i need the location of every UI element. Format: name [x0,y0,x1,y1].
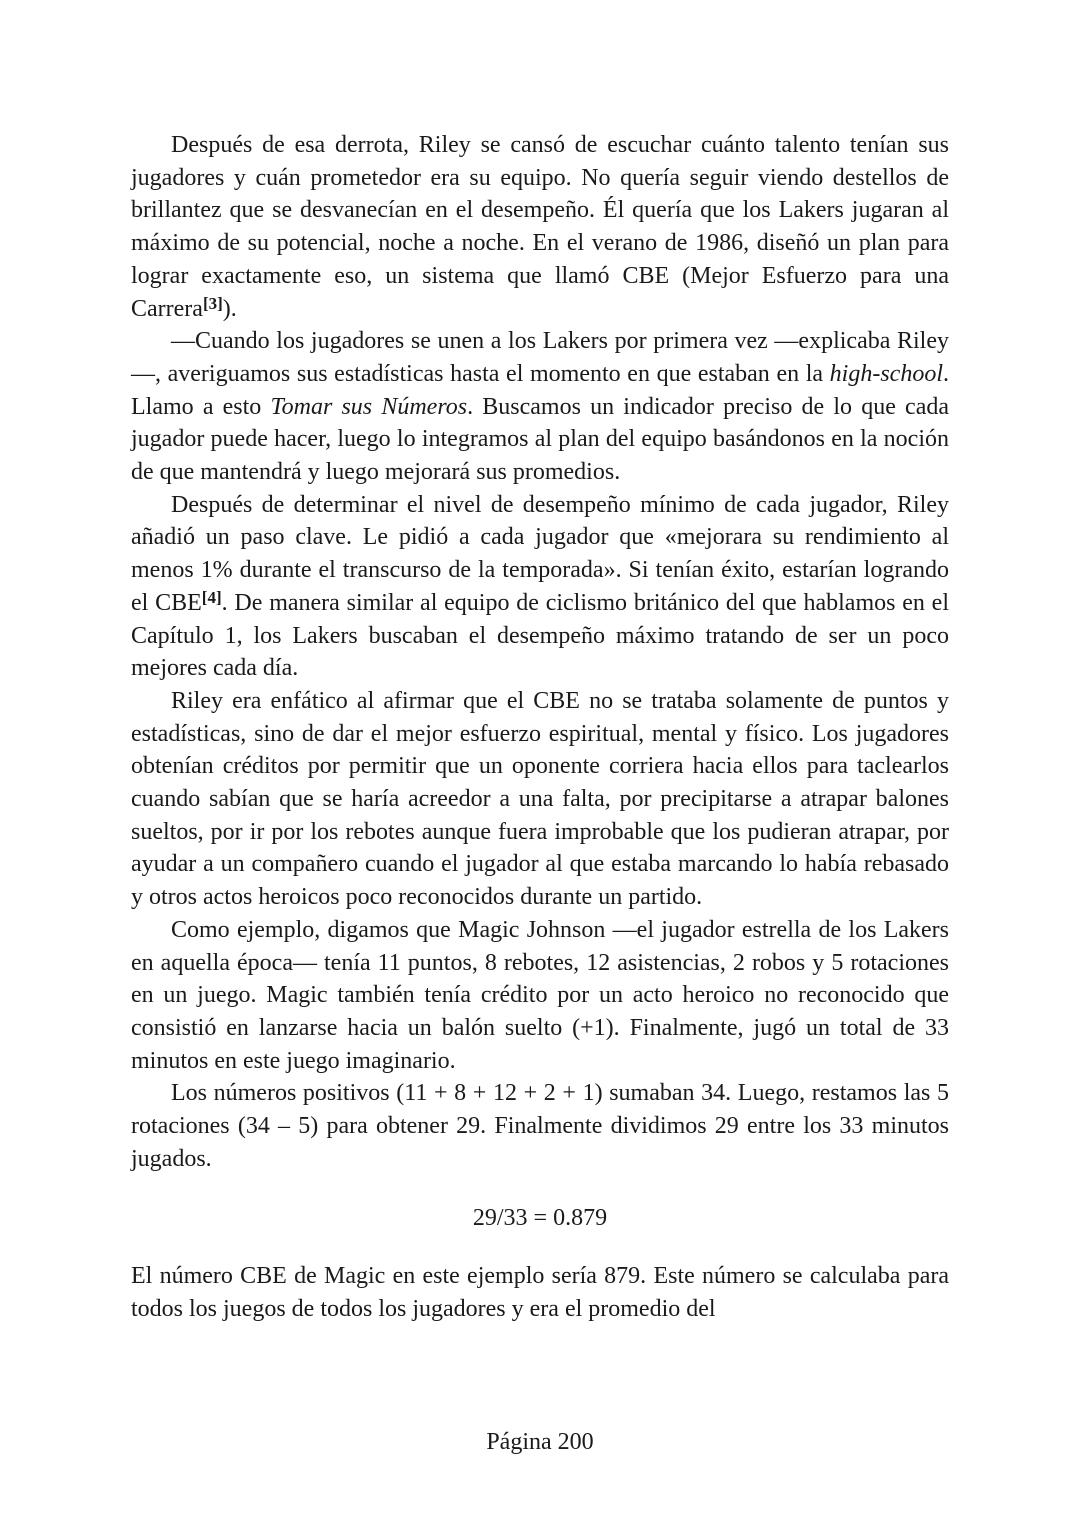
paragraph-6: Los números positivos (11 + 8 + 12 + 2 + 1) sumaban 34. Luego, restamos las 5 rotaciones (34 – 5) para obtener 29. Finalmente dividimos 29 entre los 33 minutos jugados. [131,1080,949,1172]
equation: 29/33 = 0.879 [472,1204,608,1231]
paragraph-7: El número CBE de Magic en este ejemplo sería 879. Este número se calculaba para todos los juegos de todos los jugadores y era el promedio del [131,1263,949,1322]
page-number: Página 200 [486,1429,594,1455]
paragraph-2 [131,325,949,489]
page-body [131,129,949,1326]
italic-term-tomar-sus-numeros: Tomar sus Números [270,393,468,420]
paragraph-4: Riley era enfático al afirmar que el CBE no se trataba solamente de puntos y estadísticas, sino de dar el mejor esfuerzo espiritual, mental y físico. Los jugadores obtenían créditos por permitir que un oponente corriera hacia ellos para taclearlos cuando sabían que se haría acreedor a una falta, por precipitarse a atrapar balones sueltos, por ir por los rebotes aunque fuera improbable que los pudieran atrapar, por ayudar a un compañero cuando el jugador al que estaba marcando lo había rebasado y otros actos heroicos poco reconocidos durante un partido. [131,687,949,911]
paragraph-2-text: —Cuando los jugadores se unen a los Lakers por primera vez —explicaba Riley—, averiguamos sus estadísticas hasta el momento en que estaban en la [131,328,949,387]
italic-term-high-school: high-school [829,360,943,387]
paragraph-3-text: Después de determinar el nivel de desempeño mínimo de cada jugador, Riley añadió un paso clave. Le pidió a cada jugador que «mejorara su rendimiento al menos 1% durante el transcurso de la temporada». Si tenían éxito, estarían logrando el CBE [131,491,949,616]
footnote-ref-4[interactable]: [4] [201,587,222,607]
paragraph-5: Como ejemplo, digamos que Magic Johnson —el jugador estrella de los Lakers en aquella época— tenía 11 puntos, 8 rebotes, 12 asistencias, 2 robos y 5 rotaciones en un juego. Magic también tenía crédito por un acto heroico no reconocido que consistió en lanzarse hacia un balón suelto (+1). Finalmente, jugó un total de 33 minutos en este juego imaginario. [131,916,949,1074]
paragraph-2-text-end: . Buscamos un indicador preciso de lo que cada jugador puede hacer, luego lo integramos al plan del equipo basándonos en la noción de que mantendrá y luego mejorará sus promedios. [131,393,950,486]
paragraph-1-text-end: ). [222,295,237,322]
paragraph-3-text-end: . De manera similar al equipo de ciclismo británico del que hablamos en el Capítulo 1, los Lakers buscaban el desempeño máximo tratando de ser un poco mejores cada día. [131,589,950,682]
paragraph-1 [131,129,949,325]
paragraph-3 [131,489,949,685]
footnote-ref-3[interactable]: [3] [202,293,223,313]
paragraph-1-text: Después de esa derrota, Riley se cansó de escuchar cuánto talento tenían sus jugadores y cuán prometedor era su equipo. No quería seguir viendo destellos de brillantez que se desvanecían en el desempeño. Él quería que los Lakers jugaran al máximo de su potencial, noche a noche. En el verano de 1986, diseñó un plan para lograr exactamente eso, un sistema que llamó CBE (Mejor Esfuerzo para una Carrera [131,132,949,322]
paragraph-2-text-mid: . Llamo a esto [131,360,949,420]
